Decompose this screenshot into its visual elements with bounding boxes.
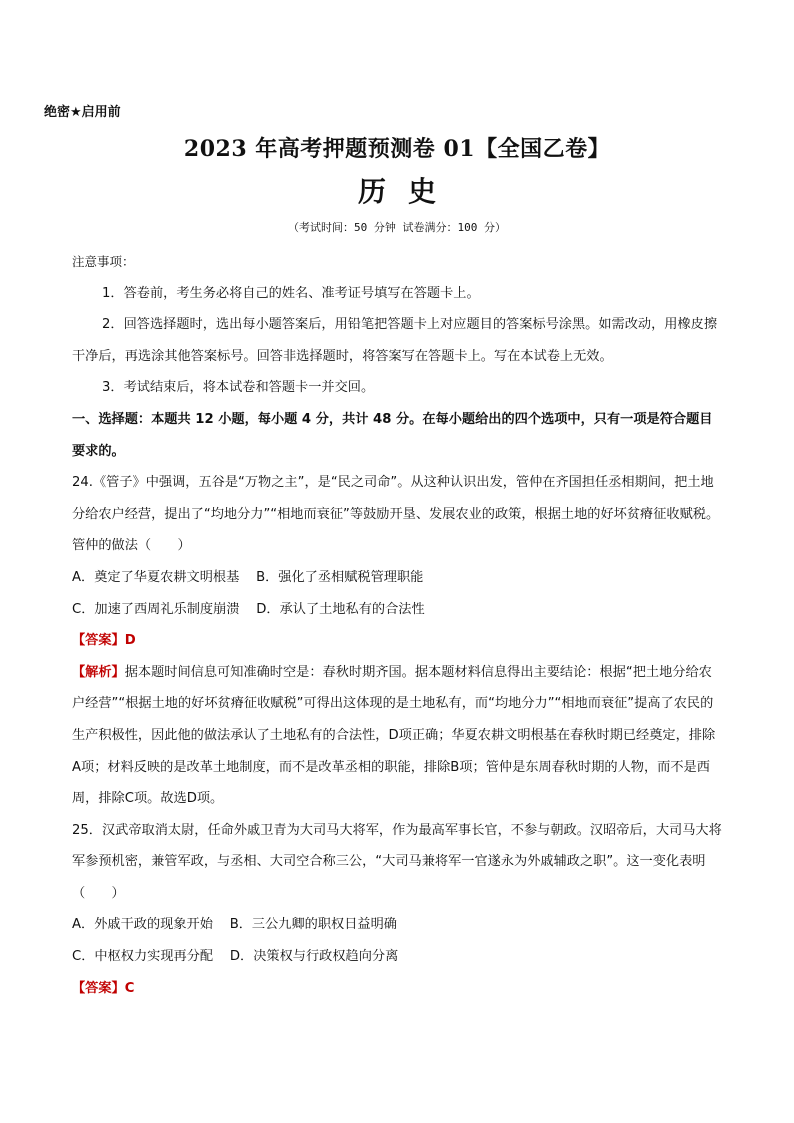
question-24-answer [72,625,724,657]
option-d: D．承认了土地私有的合法性 [256,601,425,617]
option-a: A．奠定了华夏农耕文明根基 [72,569,240,585]
question-25-options-row-2 [72,941,724,973]
confidential-mark: 绝密★启用前 [44,105,121,120]
option-b: B．三公九卿的职权日益明确 [229,917,397,933]
exam-time-info: （考试时间：50 分钟 试卷满分：100 分） [288,221,506,234]
analysis-text: 据本题时间信息可知准确时空是：春秋时期齐国。据本题材料信息得出主要结论：根据“把土地分给农户经营”“根据土地的好坏贫瘠征收赋税”可得出这体现的是土地私有，而“均地分力”“相地而衰征”提高了农民的生产积极性，因此他的做法承认了土地私有的合法性，D项正确；华夏农耕文明根基在春秋时期已经奠定，排除A项；材料反映的是改革土地制度，而不是改革丞相的职能，排除B项；管仲是东周春秋时期的人物，而不是西周，排除C项。故选D项。 [72,664,716,807]
question-24-options-row-2 [72,594,724,626]
notes-heading: 注意事项： [72,254,135,269]
option-d: D．决策权与行政权趋向分离 [229,949,399,965]
question-24-analysis [72,657,724,815]
note-item-1: 1．答卷前，考生务必将自己的姓名、准考证号填写在答题卡上。 [102,285,480,301]
analysis-label: 【解析】 [72,664,125,680]
question-25-answer [72,973,724,1005]
question-24-options-row-1 [72,562,724,594]
answer-label: 【答案】 [72,633,125,649]
exam-body [72,246,724,1004]
question-25-stem: 25．汉武帝取消太尉，任命外戚卫青为大司马大将军，作为最高军事长官，不参与朝政。汉昭帝后，大司马大将军参预机密，兼管军政，与丞相、大司空合称三公，“大司马兼将军一官遂永为外戚辅政之职”。这一变化表明（ ） [72,822,722,901]
answer-label: 【答案】 [72,980,125,996]
note-item-3: 3．考试结束后，将本试卷和答题卡一并交回。 [102,380,375,396]
question-25-options-row-1 [72,909,724,941]
answer-value: D [124,633,136,649]
subject-title: 历史 [357,175,458,208]
section-heading: 一、选择题：本题共 12 小题，每小题 4 分，共计 48 分。在每小题给出的四个选项中，只有一项是符合题目要求的。 [72,411,713,459]
question-24-stem: 24.《管子》中强调，五谷是“万物之主”，是“民之司命”。从这种认识出发，管仲在齐国担任丞相期间，把土地分给农户经营，提出了“均地分力”“相地而衰征”等鼓励开垦、发展农业的政策，根据土地的好坏贫瘠征收赋税。管仲的做法（ ） [72,475,720,554]
option-a: A．外戚干政的现象开始 [72,917,213,933]
answer-value: C [124,980,135,996]
option-b: B．强化了丞相赋税管理职能 [256,569,424,585]
note-item-2: 2．回答选择题时，选出每小题答案后，用铅笔把答题卡上对应题目的答案标号涂黑。如需改动，用橡皮擦干净后，再选涂其他答案标号。回答非选择题时，将答案写在答题卡上。写在本试卷上无效。 [72,317,718,364]
option-c: C．中枢权力实现再分配 [72,949,214,965]
exam-title: 2023 年高考押题预测卷 01【全国乙卷】 [183,136,611,162]
option-c: C．加速了西周礼乐制度崩溃 [72,601,240,617]
